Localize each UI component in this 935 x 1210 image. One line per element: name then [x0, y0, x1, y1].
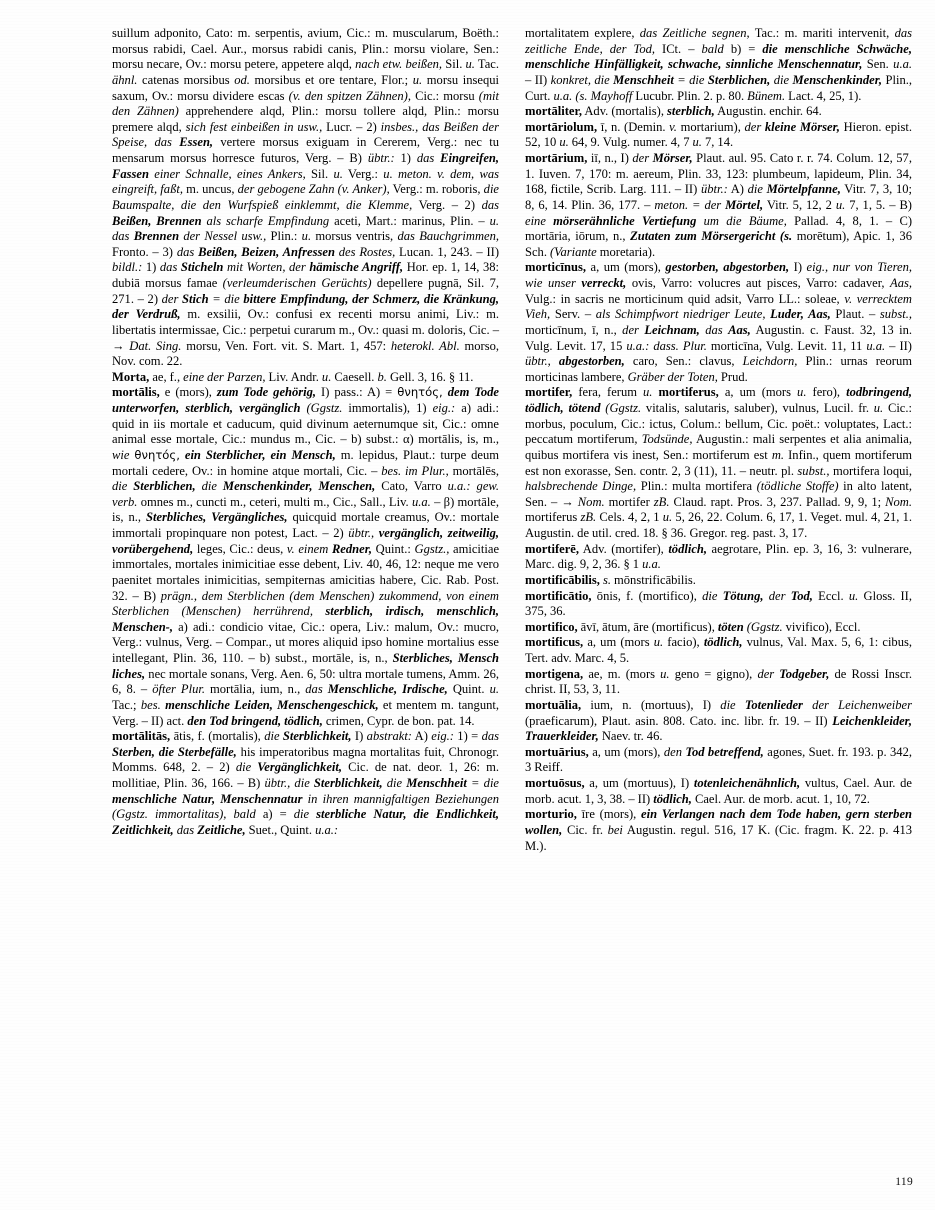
styled-text: der gebogene Zahn (v. Anker), — [237, 182, 390, 197]
styled-text: Mörtel, — [725, 197, 764, 212]
styled-text: prägn., dem Sterblichen (dem Menschen) zukommend, von einem Sterblichen (Menschen) herrührend, — [112, 588, 499, 619]
styled-text: Tod, — [790, 588, 813, 603]
styled-text: Mörtelpfanne, — [766, 182, 841, 197]
styled-text: übtr., — [348, 526, 379, 540]
dictionary-entry: morturio, īre (mors), ein Verlangen nach dem Tode haben, gern sterben wollen, Cic. fr. bei Augustin. regul. 516, 17 K. (Cic. fragm. K. 22. p. 413 M.). — [525, 807, 913, 853]
dictionary-entry: mortāliter, Adv. (mortalis), sterblich, Augustin. enchir. 64. — [525, 104, 822, 119]
styled-text: in ihren mannigfaltigen Beziehungen (Ggstz. immortalitas), bald — [112, 791, 499, 822]
styled-text: = die — [208, 291, 244, 306]
left-text-column — [112, 26, 499, 1156]
styled-text: Menschliche, Irdische, — [327, 682, 448, 697]
styled-text: bald — [701, 41, 724, 56]
styled-text: u. — [653, 635, 664, 650]
styled-text: übtr.: — [700, 182, 728, 197]
styled-text: konkret, die — [550, 72, 614, 87]
styled-text: übtr., die — [264, 776, 314, 790]
headword-text: morturio, — [525, 807, 577, 822]
styled-text: das — [159, 260, 181, 275]
styled-text: die — [195, 479, 223, 494]
styled-text: ein Sterblicher, ein Mensch, — [179, 447, 336, 462]
styled-text: Sticheln — [180, 260, 224, 275]
styled-text: sterblich, — [667, 104, 715, 119]
styled-text: die — [235, 760, 258, 775]
dictionary-entry: mortuālia, ium, n. (mortuus), I) die Totenlieder der Leichenweiber (praeficarum), Plaut. asin. 808. Cato. inc. libr. fr. 19. – II) Leichenkleider, Trauerkleider, Naev. tr. 46. — [525, 697, 912, 744]
styled-text: u.a. — [866, 338, 886, 353]
styled-text: od. — [234, 72, 250, 87]
styled-text: nach etw. beißen, — [355, 57, 443, 72]
styled-text: (Ggstz. — [306, 401, 343, 415]
styled-text: u. — [797, 385, 807, 400]
headword-text: mortifer, — [525, 385, 573, 400]
styled-text: das Bauchgrimmen, — [397, 229, 499, 244]
styled-text: die — [293, 807, 317, 822]
styled-text: eig., nur von Tieren, wie unser — [525, 260, 912, 290]
styled-text: Sterben, die Sterbefälle, — [112, 744, 237, 759]
headword-text: mortālitās, — [112, 729, 171, 744]
styled-text: u. — [465, 57, 475, 72]
styled-text: bes. im Plur., — [381, 463, 449, 478]
styled-text: u.a.: gew. verb. — [112, 479, 499, 509]
styled-text: u. — [660, 666, 670, 681]
styled-text: abstrakt: — [366, 729, 412, 744]
styled-text: die — [112, 479, 134, 494]
styled-text: der — [622, 322, 645, 337]
styled-text: das — [481, 197, 499, 212]
styled-text: Zutaten zum Mörsergericht (s. — [630, 229, 793, 244]
styled-text: sich fest einbeißen in usw., — [185, 119, 323, 134]
styled-text: zum Tode gehörig, — [216, 385, 317, 400]
styled-text: die — [747, 182, 767, 197]
styled-text: Mörser, — [652, 151, 693, 165]
styled-text: der Leichenweiber — [802, 697, 912, 712]
styled-text: übtr.: — [367, 151, 395, 165]
headword-text: mortāriolum, — [525, 119, 598, 134]
styled-text: des Rostes, — [334, 244, 396, 259]
styled-text: heterokl. Abl. — [390, 338, 460, 353]
styled-text: Zeitliche, — [197, 822, 246, 837]
styled-text: der — [763, 588, 791, 603]
styled-text: das — [305, 682, 328, 697]
styled-text: das — [176, 244, 199, 259]
styled-text: Eingreifen, Fassen — [112, 151, 500, 181]
styled-text: (Variante — [550, 244, 597, 259]
styled-text: v. — [669, 119, 677, 134]
styled-text: die menschliche Schwäche, menschliche Hinfälligkeit, schwache, sinnliche Menschennatur, — [525, 41, 912, 72]
styled-text: menschliche Natur, Menschennatur — [112, 791, 303, 806]
styled-text: v. verrecktem Vieh, — [525, 291, 912, 322]
styled-text: mit Worten, der — [223, 260, 310, 275]
styled-text: u. — [321, 369, 332, 384]
styled-text: den — [663, 744, 686, 759]
styled-text: Sterblichkeit, — [313, 776, 383, 790]
dictionary-entry: mortāriolum, ī, n. (Demin. v. mortarium), der kleine Mörser, Hieron. epist. 52, 10 u. 64, 9. Vulg. numer. 4, 7 u. 7, 14. — [525, 119, 913, 150]
styled-text: u. — [301, 229, 312, 244]
styled-text: v. einem — [286, 541, 332, 556]
styled-text: insbes., das Beißen der Speise, das — [112, 119, 499, 150]
headword-text: Morta, — [112, 369, 150, 384]
styled-text: s. — [599, 572, 611, 587]
styled-text: Leichdorn, — [742, 354, 798, 369]
styled-text: zB. — [653, 494, 670, 509]
styled-text: Dat. Sing. — [129, 338, 182, 353]
styled-text: Leichenkleider, Trauerkleider, — [525, 713, 912, 744]
styled-text: Aas, — [728, 322, 751, 337]
styled-text: = die — [673, 72, 708, 87]
headword-text: mortifico, — [525, 619, 578, 634]
styled-text: halsbrechende Dinge, — [525, 479, 637, 494]
styled-text: u. — [873, 401, 884, 415]
styled-text: mörserähnliche Vertiefung — [553, 213, 697, 228]
styled-text: töten — [717, 619, 747, 634]
styled-text: die Baumspalte, die den Wurfspieß einklemmt, die Klemme, — [112, 182, 500, 212]
headword-text: mortālis, — [112, 385, 160, 400]
styled-text: verreckt, — [581, 276, 627, 290]
styled-text: Sterblichen, — [707, 72, 771, 87]
dictionary-entry: suillum adponito, Cato: m. serpentis, avium, Cic.: m. muscularum, Boëth.: morsus rabidi, Cael. Aur., morsus rabidi canis, Plin.: morsu violare, Sen.: morsu necare, Ov.: morsu petere, appetere alqd, nach etw. beißen, Sil. u. Tac. ähnl. catenas morsibus od. morsibus et ore tentare, Flor.; u. morsu insequi saxum, Ov.: morsu dividere escas (v. den spitzen Zähnen), Cic.: morsu (mit den Zähnen) apprehendere alqd, Plin.: morsu tollere alqd, Plin.: morsu premere alqd, sich fest einbeißen in usw., Lucr. – 2) insbes., das Beißen der Speise, das Essen, vertere morsus exiguam in Cererem, Verg.: nec tu mensarum morsus horresce futuros, Verg. – B) übtr.: 1) das Eingreifen, Fassen einer Schnalle, eines Ankers, Sil. u. Verg.: u. meton. v. dem, was eingreift, faßt, m. uncus, der gebogene Zahn (v. Anker), Verg.: m. roboris, die Baumspalte, die den Wurfspieß einklemmt, die Klemme, Verg. – 2) das Beißen, Brennen als scharfe Empfindung aceti, Mart.: marinus, Plin. – u. das Brennen der Nessel usw., Plin.: u. morsus ventris, das Bauchgrimmen, Fronto. – 3) das Beißen, Beizen, Anfressen des Rostes, Lucan. 1, 243. – II) bildl.: 1) das Sticheln mit Worten, der hämische Angriff, Hor. ep. 1, 14, 38: dubiā morsus famae (verleumderischen Gerüchts) depellere pugnā, Sil. 7, 271. – 2) der Stich = die bittere Empfindung, der Schmerz, die Kränkung, der Verdruß, m. exsilii, Ov.: confusi ex recenti morsu animi, Liv.: m. libertatis intermissae, Cic.: perpetui curarum m., Ov.: quasi m. doloris, Cic. – → Dat. Sing. morsu, Ven. Fort. vit. S. Mart. 1, 457: heterokl. Abl. morso, Nov. com. 22. — [112, 26, 500, 369]
styled-text: Menschheit — [613, 72, 674, 87]
styled-text: u.a. — [642, 557, 661, 572]
styled-text: eine — [525, 213, 554, 228]
styled-text: (verleumderischen Gerüchts) — [222, 276, 372, 290]
styled-text: ähnl. — [112, 72, 138, 87]
styled-text: einer Schnalle, eines Ankers, — [148, 166, 306, 181]
styled-text: menschliche Leiden, Menschengeschick, — [165, 697, 379, 712]
styled-text: Todgeber, — [779, 666, 830, 681]
dictionary-entry: Morta, ae, f., eine der Parzen, Liv. Andr. u. Caesell. b. Gell. 3, 16. § 11. — [112, 369, 474, 384]
styled-text: kleine Mörser, — [764, 119, 840, 134]
styled-text: (Ggstz. — [746, 619, 783, 634]
styled-text: der — [632, 151, 653, 165]
dictionary-entry: mortigena, ae, m. (mors u. geno = gigno), der Todgeber, de Rossi Inscr. christ. II, 53, 3, 11. — [525, 666, 913, 697]
styled-text: u. — [643, 385, 653, 400]
dictionary-entry: mortificus, a, um (mors u. facio), tödlich, vulnus, Val. Max. 5, 6, 1: cibus, Tert. adv. Marc. 4, 5. — [525, 635, 912, 665]
styled-text: Sterbliches, Vergängliches, — [145, 510, 288, 525]
dictionary-entry: mortālitās, ātis, f. (mortalis), die Sterblichkeit, I) abstrakt: A) eig.: 1) = das Sterben, die Sterbefälle, his imperatoribus magna mortalitas fuit, Chronogr. Momms. 648, 2. – 2) die Vergänglichkeit, Cic. de nat. deor. 1, 26: m. mollitiae, Plin. 36, 166. – B) übtr., die Sterblichkeit, die Menschheit = die menschliche Natur, Menschennatur in ihren mannigfaltigen Beziehungen (Ggstz. immortalitas), bald a) = die sterbliche Natur, die Endlichkeit, Zeitlichkeit, das Zeitliche, Suet., Quint. u.a.: — [112, 729, 500, 837]
styled-text: Luder, Aas, — [770, 307, 831, 322]
styled-text: m. — [771, 447, 785, 462]
styled-text: Gräber der Toten, — [627, 369, 718, 384]
styled-text: die — [702, 588, 723, 603]
styled-text: totenleichenähnlich, — [693, 776, 801, 790]
headword-text: mortificātio, — [525, 588, 592, 603]
styled-text: u. meton. v. dem, was eingreift, faßt, — [112, 166, 499, 197]
styled-text: (tödliche Stoffe) — [756, 479, 839, 494]
right-text-column — [525, 26, 912, 1156]
styled-text: u.a. — [411, 494, 431, 509]
styled-text: bes. — [140, 697, 166, 712]
styled-text: sterbliche Natur, die Endlichkeit, Zeitlichkeit, — [112, 807, 500, 837]
headword-text: mortuārius, — [525, 744, 589, 759]
styled-text: u. — [412, 72, 423, 87]
styled-text: Vergänglichkeit, — [257, 760, 342, 775]
styled-text: u.a.: — [315, 822, 339, 837]
styled-text: tödlich, — [653, 791, 692, 806]
styled-text: u. — [835, 197, 846, 212]
styled-text: u. — [662, 510, 673, 525]
headword-text: mortārium, — [525, 151, 588, 165]
styled-text: eine der Parzen, — [183, 369, 266, 384]
styled-text: todbringend, tödlich, tötend — [525, 385, 912, 415]
styled-text: Menschheit — [406, 776, 467, 790]
headword-text: morticīnus, — [525, 260, 586, 275]
headword-text: mortificus, — [525, 635, 584, 650]
styled-text: Sterblichkeit, — [282, 729, 352, 744]
styled-text: Sterbliches, Mensch liches, — [112, 651, 499, 681]
dictionary-entry: mortificābilis, s. mōnstrificābilis. — [525, 572, 696, 587]
styled-text: der — [161, 291, 183, 306]
styled-text: das — [173, 822, 198, 837]
page-number: 119 — [895, 1176, 913, 1188]
styled-text: den Tod bringend, tödlich, — [187, 713, 323, 728]
styled-text: u. das — [112, 213, 499, 244]
dictionary-entry: morticīnus, a, um (mors), gestorben, abgestorben, I) eig., nur von Tieren, wie unser verreckt, ovis, Varro: volucres aut pisces, Varro: cadaver, Aas, Vulg.: in sacris ne morticinum quid adsit, Varro LL.: soleae, v. verrecktem Vieh, Serv. – als Schimpfwort niedriger Leute, Luder, Aas, Plaut. – subst., morticīnum, ī, n., der Leichnam, das Aas, Augustin. c. Faust. 32, 13 in. Vulg. Levit. 17, 15 u.a.: dass. Plur. morticīna, Vulg. Levit. 11, 11 u.a. – II) übtr., abgestorben, caro, Sen.: clavus, Leichdorn, Plin.: urnas reorum morticinas lambere, Gräber der Toten, Prud. — [525, 260, 912, 384]
styled-text: Brennen — [133, 229, 180, 244]
styled-text: ein Verlangen nach dem Tode haben, gern sterben wollen, — [525, 807, 913, 837]
styled-text: zB. — [580, 510, 597, 525]
styled-text: bildl.: — [112, 260, 143, 275]
styled-text: Beißen, Beizen, Anfressen — [198, 244, 335, 259]
styled-text: Tod betreffend, — [685, 744, 764, 759]
styled-text: hämische Angriff, — [309, 260, 404, 275]
styled-text: u.a.: dass. Plur. — [626, 338, 707, 353]
styled-text: der Nessel usw., — [179, 229, 267, 244]
styled-text: dem Tode unterworfen, sterblich, vergänglich — [112, 385, 499, 415]
styled-text: abgestorben, — [558, 354, 625, 369]
styled-text: u. — [848, 588, 859, 603]
headword-text: mortigena, — [525, 666, 584, 681]
styled-text: Bünem. — [747, 88, 786, 103]
styled-text: Tötung, — [722, 588, 764, 603]
styled-text: das Zeitliche segnen, — [639, 26, 750, 40]
headword-text: mortiferus, — [652, 385, 719, 400]
styled-text: Ggstz., — [414, 541, 450, 556]
styled-text: u. — [489, 682, 499, 697]
headword-text: mortificābilis, — [525, 572, 600, 587]
styled-text: u. — [559, 135, 569, 150]
styled-text: der — [744, 119, 765, 134]
styled-text: die — [382, 776, 407, 790]
styled-text: sterblich, irdisch, menschlich, Menschen-, — [112, 604, 499, 634]
styled-text: b. — [377, 369, 387, 384]
styled-text: Menschenkinder, Menschen, — [222, 479, 376, 494]
styled-text: eig.: — [432, 401, 456, 415]
dictionary-entry: mortālis, e (mors), zum Tode gehörig, I) pass.: A) = θνητός, dem Tode unterworfen, sterblich, vergänglich (Ggstz. immortalis), 1) eig.: a) adi.: quid in iis mortale et caducum, quid divinum aeternumque sit, Cic.: omne animal esse mortale, Cic.: mundus m., Cic. – b) subst.: α) mortālis, is, m., wie θνητός, ein Sterblicher, ein Mensch, m. lepidus, Plaut.: turpe deum mortali cedere, Ov.: in homine atque mortali, Cic. – bes. im Plur., mortālēs, die Sterblichen, die Menschenkinder, Menschen, Cato, Varro u.a.: gew. verb. omnes m., cuncti m., ceteri, multi m., Cic., Sall., Liv. u.a. – β) mortāle, is, n., Sterbliches, Vergängliches, quicquid mortale creamus, Ov.: mortale immortali propinquare non potest, Lact. – 2) übtr., vergänglich, zeitweilig, vorübergehend, leges, Cic.: deus, v. einem Redner, Quint.: Ggstz., amicitiae immortales, mortales inimicitiae esse debent, Liv. 40, 46, 12: neque me vero paenitet mortales inimicitias, sempiternas amicitias habere, Cic. Rab. Post. 32. – B) prägn., dem Sterblichen (dem Menschen) zukommend, von einem Sterblichen (Menschen) herrührend, sterblich, irdisch, menschlich, Menschen-, a) adi.: condicio vitae, Cic.: opera, Liv.: malum, Ov.: mucro, Verg.: vulnus, Verg. – Compar., ut mores aliquid ipso homine mortalius esse intellegant, Plin. 36, 110. – b) subst., mortāle, is, n., Sterbliches, Mensch liches, nec mortale sonans, Verg. Aen. 6, 50: ultra mortale tumens, Amm. 26, 6, 8. – öfter Plur. mortālia, ium, n., das Menschliche, Irdische, Quint. u. Tac.; bes. menschliche Leiden, Menschengeschick, et mentem m. tangunt, Verg. – II) act. den Tod bringend, tödlich, crimen, Cypr. de bon. pat. 14. — [112, 385, 500, 728]
headword-text: mortuālia, — [525, 697, 582, 712]
styled-text: wie — [112, 447, 135, 462]
dictionary-entry: mortārium, iī, n., I) der Mörser, Plaut. aul. 95. Cato r. r. 74. Colum. 12, 57, 1. Iuven. 7, 170: m. aereum, Plin. 33, 123: plumbeum, lapideum, Plin. 34, 168, fictile, Scrib. Larg. 111. – II) übtr.: A) die Mörtelpfanne, Vitr. 7, 3, 10; 8, 6, 14. Plin. 36, 177. – meton. = der Mörtel, Vitr. 5, 12, 2 u. 7, 1, 5. – B) eine mörserähnliche Vertiefung um die Bäume, Pallad. 4, 8, 1. – C) mortāria, iōrum, n., Zutaten zum Mörsergericht (s. morētum), Apic. 1, 36 Sch. (Variante moretaria). — [525, 151, 912, 259]
styled-text: (mit den Zähnen) — [112, 88, 499, 119]
styled-text: (v. den spitzen Zähnen), — [288, 88, 411, 103]
dictionary-entry: mortificātio, ōnis, f. (mortifico), die Tötung, der Tod, Eccl. u. Gloss. II, 375, 36. — [525, 588, 912, 619]
styled-text: übtr., — [525, 354, 559, 369]
styled-text: die — [770, 72, 793, 87]
styled-text: Sterblichen, — [133, 479, 196, 494]
styled-text: Stich — [182, 291, 209, 306]
styled-text: das — [699, 322, 729, 337]
styled-text: die — [264, 729, 283, 744]
styled-text: u. — [692, 135, 702, 150]
styled-text: tödlich, — [668, 541, 708, 556]
styled-text: bei — [607, 822, 623, 837]
styled-text: um die Bäume, — [696, 213, 787, 228]
text-columns — [112, 26, 912, 1156]
headword-text: mortiferē, — [525, 541, 579, 556]
headword-text: mortuōsus, — [525, 776, 585, 790]
styled-text: θνητός, — [134, 447, 180, 462]
styled-text: subst., — [879, 307, 912, 322]
styled-text: Menschenkinder, — [792, 72, 883, 87]
styled-text: subst., — [797, 463, 830, 478]
styled-text: u.a. (s. Mayhoff — [553, 88, 633, 103]
styled-text: u.a. — [893, 57, 912, 72]
styled-text: = die — [466, 776, 499, 790]
styled-text: vergänglich, zeitweilig, vorübergehend, — [112, 526, 499, 556]
dictionary-entry: mortuārius, a, um (mors), den Tod betreffend, agones, Suet. fr. 193. p. 342, 3 Reiff. — [525, 744, 912, 775]
styled-text: öfter Plur. — [152, 682, 205, 697]
styled-text: als Schimpfwort niedriger Leute, — [595, 307, 771, 322]
styled-text: Essen, — [179, 135, 214, 150]
styled-text: (Ggstz. — [605, 401, 642, 415]
styled-text: θνητός, — [397, 385, 443, 400]
styled-text: Beißen, Brennen — [112, 213, 202, 228]
dictionary-entry: mortifico, āvī, ātum, āre (mortificus), töten (Ggstz. vivifico), Eccl. — [525, 619, 861, 634]
dictionary-entry: mortuōsus, a, um (mortuus), I) totenleichenähnlich, vultus, Cael. Aur. de morb. acut. 1, 3, 38. – II) tödlich, Cael. Aur. de morb. acut. 1, 10, 72. — [525, 776, 912, 806]
styled-text: gestorben, abgestorben, — [665, 260, 790, 275]
dictionary-entry: mortiferē, Adv. (mortifer), tödlich, aegrotare, Plin. ep. 3, 16, 3: vulnerare, Marc. dig. 9, 2, 36. § 1 u.a. — [525, 541, 912, 572]
styled-text: u. — [333, 166, 343, 181]
styled-text: die — [720, 697, 745, 712]
headword-text: mortāliter, — [525, 104, 583, 119]
styled-text: bittere Empfindung, der Schmerz, die Kränkung, der Verdruß, — [112, 291, 500, 322]
styled-text: tödlich, — [703, 635, 743, 650]
dictionary-entry: mortalitatem explere, das Zeitliche segnen, Tac.: m. mariti intervenit, das zeitliche Ende, der Tod, ICt. – bald b) = die menschliche Schwäche, menschliche Hinfälligkeit, schwache, sinnliche Menschennatur, Sen. u.a. – II) konkret, die Menschheit = die Sterblichen, die Menschenkinder, Plin., Curt. u.a. (s. Mayhoff Lucubr. Plin. 2. p. 80. Bünem. Lact. 4, 25, 1). — [525, 26, 913, 103]
styled-text: das — [481, 729, 500, 744]
styled-text: das — [416, 151, 441, 165]
styled-text: meton. = der — [654, 197, 726, 212]
styled-text: Nom. — [577, 494, 605, 509]
styled-text: als scharfe Empfindung — [201, 213, 330, 228]
styled-text: Todsünde, — [641, 432, 693, 447]
styled-text: Aas, — [890, 276, 912, 290]
dictionary-entry: mortifer, fera, ferum u. mortiferus, a, um (mors u. fero), todbringend, tödlich, tötend (Ggstz. vitalis, salutaris, saluber), vulnus, Lucil. fr. u. Cic.: morbus, poculum, Cic.: ictus, Colum.: bellum, Cic. poët.: voluptates, Lact.: peccatum mortiferum, Todsünde, Augustin.: mali serpentes et alia animalia, quibus mortifera vis inest, Sen.: mortiferum est m. Infin., quem mortiferum est non exorasse, Sen. contr. 2, 3 (11), 11. – neutr. pl. subst., mortifera loqui, halsbrechende Dinge, Plin.: multa mortifera (tödliche Stoffe) in alto latent, Sen. – → Nom. mortifer zB. Claud. rapt. Pros. 3, 237. Pallad. 9, 9, 1; Nom. mortiferus zB. Cels. 4, 2, 1 u. 5, 26, 22. Colum. 6, 17, 1. Veget. mul. 4, 21, 1. Augustin. de util. cred. 18. § 36. Gregor. reg. past. 3, 17. — [525, 385, 913, 540]
styled-text: das zeitliche Ende, der Tod, — [525, 26, 912, 56]
styled-text: der — [757, 666, 780, 681]
styled-text: Redner, — [331, 541, 373, 556]
styled-text: Nom. — [885, 494, 912, 509]
styled-text: Totenlieder — [744, 697, 803, 712]
styled-text: eig.: — [431, 729, 454, 744]
styled-text: Leichnam, — [644, 322, 700, 337]
